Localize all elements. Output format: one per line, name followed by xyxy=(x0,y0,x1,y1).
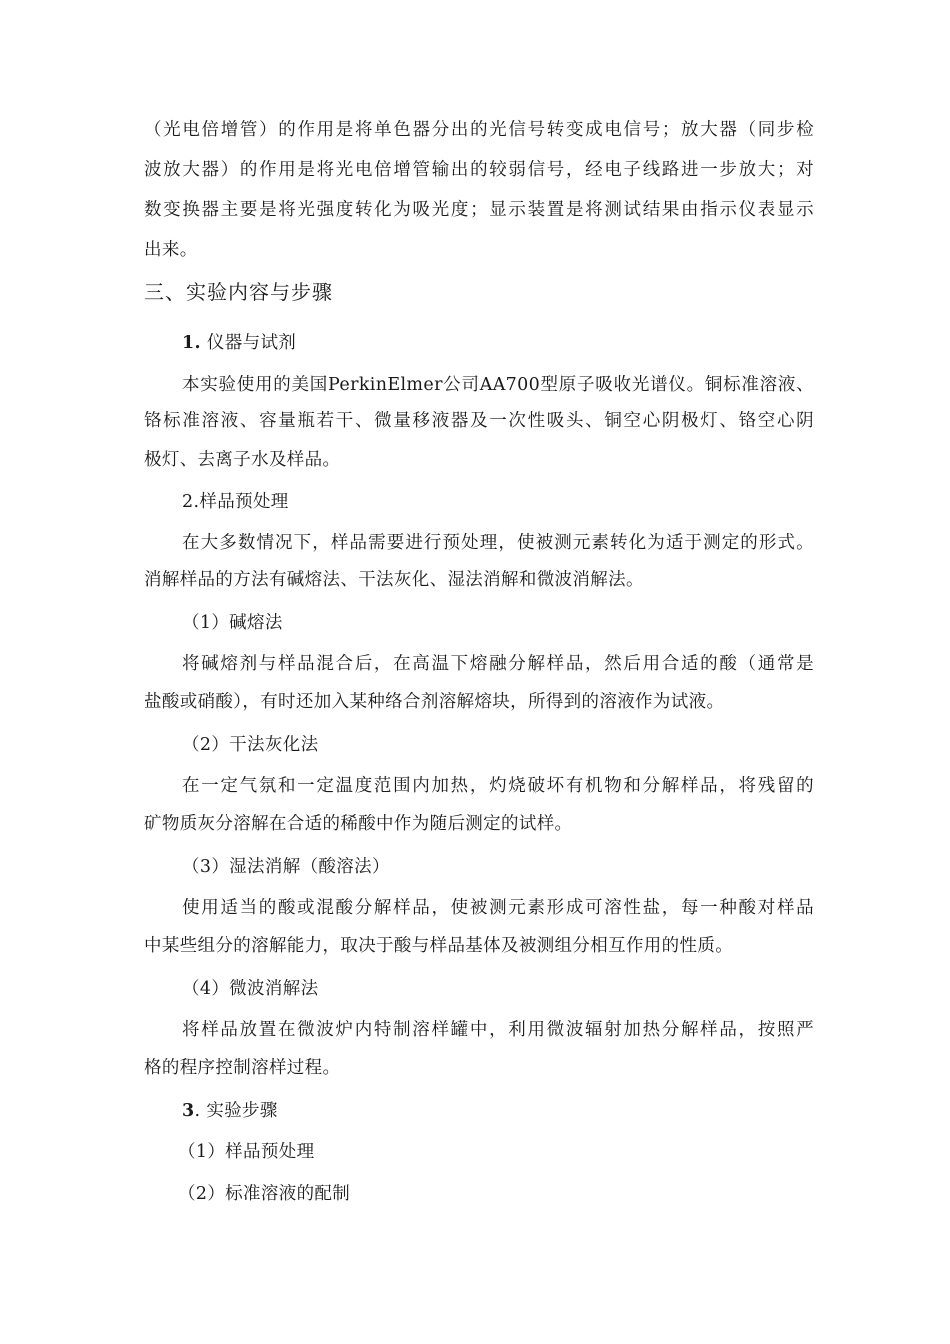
paragraph-line: 使用适当的酸或混酸分解样品，使被测元素形成可溶性盐，每一种酸对样品 xyxy=(182,898,814,918)
method-heading: （2）干法灰化法 xyxy=(182,735,319,755)
paragraph-line: 中某些组分的溶解能力，取决于酸与样品基体及被测组分相互作用的性质。 xyxy=(144,936,734,956)
paragraph-line: 出来。 xyxy=(144,240,198,260)
paragraph-line: 数变换器主要是将光强度转化为吸光度；显示装置是将测试结果由指示仪表显示 xyxy=(144,200,814,220)
subsection-number: 3 xyxy=(182,1101,195,1121)
method-heading: （3）湿法消解（酸溶法） xyxy=(182,857,390,877)
step-item: （2）标准溶液的配制 xyxy=(178,1184,351,1204)
subsection-heading xyxy=(182,1099,814,1123)
paragraph-line: 在一定气氛和一定温度范围内加热，灼烧破坏有机物和分解样品，将残留的 xyxy=(182,776,814,796)
subsection-heading: 2.样品预处理 xyxy=(182,492,289,512)
paragraph-line: 将碱熔剂与样品混合后，在高温下熔融分解样品，然后用合适的酸（通常是 xyxy=(182,654,814,674)
paragraph-line: 将样品放置在微波炉内特制溶样罐中，利用微波辐射加热分解样品，按照严 xyxy=(182,1020,814,1040)
paragraph-line: 铬标准溶液、容量瓶若干、微量移液器及一次性吸头、铜空心阴极灯、铬空心阴 xyxy=(144,411,814,431)
paragraph-line: 格的程序控制溶样过程。 xyxy=(144,1058,341,1078)
paragraph-line: 波放大器）的作用是将光电倍增管输出的较弱信号，经电子线路进一步放大；对 xyxy=(144,160,814,180)
method-heading: （4）微波消解法 xyxy=(182,979,319,999)
subsection-title: . 实验步骤 xyxy=(194,1101,278,1121)
paragraph-line: 消解样品的方法有碱熔法、干法灰化、湿法消解和微波消解法。 xyxy=(144,570,644,590)
subsection-heading xyxy=(182,331,814,355)
step-item: （1）样品预处理 xyxy=(178,1142,315,1162)
paragraph-line: 盐酸或硝酸），有时还加入某种络合剂溶解熔块，所得到的溶液作为试液。 xyxy=(144,692,725,712)
subsection-title: 仪器与试剂 xyxy=(206,333,297,353)
paragraph-line: 矿物质灰分溶解在合适的稀酸中作为随后测定的试样。 xyxy=(144,814,573,834)
paragraph-line: 极灯、去离子水及样品。 xyxy=(144,450,341,470)
section-heading: 三、实验内容与步骤 xyxy=(144,280,333,304)
paragraph-line: 本实验使用的美国PerkinElmer公司AA700型原子吸收光谱仪。铜标准溶液、 xyxy=(182,375,814,395)
paragraph-line: （光电倍增管）的作用是将单色器分出的光信号转变成电信号；放大器（同步检 xyxy=(144,120,814,140)
subsection-number: 1. xyxy=(182,333,201,353)
paragraph-line: 在大多数情况下，样品需要进行预处理，使被测元素转化为适于测定的形式。 xyxy=(182,533,814,553)
method-heading: （1）碱熔法 xyxy=(182,613,283,633)
